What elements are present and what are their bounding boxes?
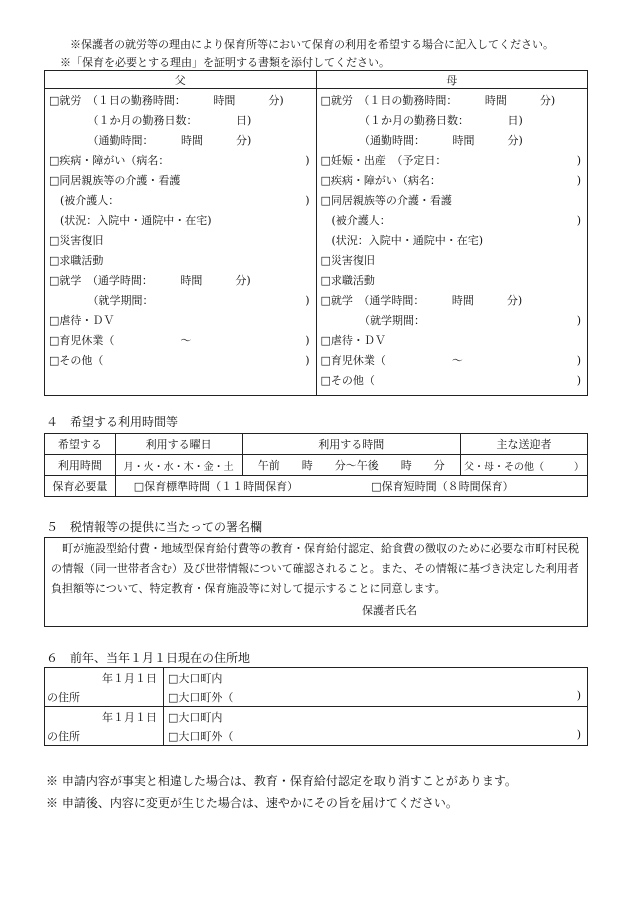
address-row1-label-top: 年１月１日 <box>45 668 164 688</box>
address-row1-inside[interactable]: □大口町内 <box>164 668 588 688</box>
father-reason-item[interactable] <box>49 231 314 251</box>
father-reason-close-paren: ) <box>305 294 310 307</box>
mother-reason-text: （就学期間： <box>320 314 425 327</box>
guardian-signature-label[interactable]: 保護者氏名 <box>362 604 417 617</box>
note-attach-documents: ※「保育を必要とする理由」を証明する書類を添付してください。 <box>60 56 390 69</box>
father-reason-text: □就労 （１日の勤務時間： 時間 分) <box>49 94 284 107</box>
father-reason-text: □災害復旧 <box>49 234 104 247</box>
address-row1-label-bottom: の住所 <box>45 687 164 707</box>
mother-reason-item[interactable] <box>321 251 586 271</box>
mother-reason-close-paren: ) <box>576 374 581 387</box>
father-reason-item[interactable] <box>49 271 314 291</box>
father-reason-text: （通勤時間： 時間 分) <box>49 134 252 147</box>
father-reason-text: □求職活動 <box>49 254 104 267</box>
father-reason-close-paren: ) <box>305 334 310 347</box>
address-row2-outside-label: □大口町外（ <box>168 729 234 743</box>
mother-reason-item[interactable] <box>321 271 586 291</box>
mother-reason-item[interactable] <box>321 211 586 231</box>
mother-reason-text: □妊娠・出産 （予定日： <box>320 154 447 167</box>
consent-line-2: の情報（同一世帯者含む）及び世帯情報について確認されること。また、その情報に基づき決定した利用者 <box>51 562 579 575</box>
mother-header: 母 <box>316 71 588 89</box>
father-reason-item[interactable] <box>49 131 314 151</box>
address-row2-label-top: 年１月１日 <box>45 707 164 727</box>
address-row1-close-paren: ) <box>576 688 581 702</box>
mother-reason-text: □災害復旧 <box>320 254 375 267</box>
mother-reason-item[interactable] <box>321 231 586 251</box>
mother-reason-item[interactable] <box>321 291 586 311</box>
footer-note-1: ※ 申請内容が事実と相違した場合は、教育・保育給付認定を取り消すことがあります。 <box>46 774 517 788</box>
mother-reason-text: □求職活動 <box>320 274 375 287</box>
address-row2-close-paren: ) <box>576 727 581 741</box>
standard-time-checkbox[interactable]: □保育標準時間（１１時間保育） <box>133 480 299 493</box>
father-reason-item[interactable] <box>49 171 314 191</box>
mother-reason-item[interactable] <box>321 151 586 171</box>
mother-reason-text: （１か月の勤務日数： 日) <box>320 114 523 127</box>
mother-reason-close-paren: ) <box>576 174 581 187</box>
consent-line-3: 負担額等について、特定教育・保育施設等に対して提示することに同意します。 <box>51 582 446 595</box>
section4-title: ４ 希望する利用時間等 <box>46 415 179 429</box>
tax-consent-box <box>44 537 588 627</box>
days-field[interactable]: 月・火・水・木・金・土 <box>115 455 242 476</box>
father-reason-text: □育児休業（ 〜 <box>49 334 192 347</box>
days-header: 利用する曜日 <box>115 434 242 455</box>
section5-title: ５ 税情報等の提供に当たっての署名欄 <box>46 520 263 534</box>
usage-label-bottom: 利用時間 <box>45 455 116 476</box>
father-reason-column <box>45 89 317 396</box>
mother-reason-close-paren: ) <box>576 214 581 227</box>
address-row2-label-bottom: の住所 <box>45 726 164 746</box>
consent-line-1: 町が施設型給付費・地域型保育給付費等の教育・保育給付認定、給食費の徴収のために必要な市町村民税 <box>62 542 579 555</box>
father-reason-text: (状況：入院中・通院中・在宅) <box>49 214 212 227</box>
mother-reason-text: □その他（ <box>320 374 375 387</box>
mother-reason-column <box>316 89 588 396</box>
mother-reason-item[interactable] <box>321 91 586 111</box>
usage-label-top: 希望する <box>45 434 116 455</box>
father-reason-text: □虐待・ＤＶ <box>49 314 115 327</box>
father-reason-item[interactable] <box>49 211 314 231</box>
childcare-reason-table <box>44 70 588 396</box>
footer-note-2: ※ 申請後、内容に変更が生じた場合は、速やかにその旨を届けてください。 <box>46 796 458 810</box>
mother-reason-text: □疾病・障がい（病名： <box>320 174 441 187</box>
father-reason-text: （１か月の勤務日数： 日) <box>49 114 252 127</box>
father-reason-item[interactable] <box>49 311 314 331</box>
father-reason-item[interactable] <box>49 91 314 111</box>
mother-reason-item[interactable] <box>321 131 586 151</box>
short-time-checkbox[interactable]: □保育短時間（８時間保育） <box>371 480 514 493</box>
escort-header: 主な送迎者 <box>461 434 588 455</box>
mother-reason-item[interactable] <box>321 191 586 211</box>
mother-reason-close-paren: ) <box>576 154 581 167</box>
address-row2-outside[interactable] <box>164 726 588 746</box>
father-reason-item[interactable] <box>49 351 314 371</box>
mother-reason-item[interactable] <box>321 351 586 371</box>
section6-title: ６ 前年、当年１月１日現在の住所地 <box>46 651 251 665</box>
time-field[interactable]: 午前 時 分〜午後 時 分 <box>242 455 461 476</box>
father-reason-item[interactable] <box>49 291 314 311</box>
need-options <box>115 476 587 497</box>
mother-reason-item[interactable] <box>321 331 586 351</box>
mother-reason-text: □就労 （１日の勤務時間： 時間 分) <box>320 94 556 107</box>
father-header: 父 <box>45 71 317 89</box>
father-reason-text: (被介護人： <box>49 194 120 207</box>
father-reason-item[interactable] <box>49 191 314 211</box>
usage-time-table <box>44 433 588 497</box>
address-row2-inside[interactable]: □大口町内 <box>164 707 588 727</box>
mother-reason-item[interactable] <box>321 311 586 331</box>
mother-reason-close-paren: ) <box>576 314 581 327</box>
mother-reason-text: □育児休業（ 〜 <box>320 354 463 367</box>
mother-reason-close-paren: ) <box>576 354 581 367</box>
father-reason-text: □同居親族等の介護・看護 <box>49 174 181 187</box>
mother-reason-text: (被介護人： <box>320 214 391 227</box>
mother-reason-text: □就学 （通学時間： 時間 分) <box>320 294 523 307</box>
address-row1-outside[interactable] <box>164 687 588 707</box>
mother-reason-item[interactable] <box>321 171 586 191</box>
father-reason-close-paren: ) <box>305 354 310 367</box>
father-reason-text: □疾病・障がい（病名： <box>49 154 170 167</box>
mother-reason-text: □虐待・ＤＶ <box>320 334 386 347</box>
address-row1-outside-label: □大口町外（ <box>168 690 234 704</box>
mother-reason-text: (状況：入院中・通院中・在宅) <box>320 234 484 247</box>
father-reason-item[interactable] <box>49 251 314 271</box>
father-reason-close-paren: ) <box>305 194 310 207</box>
mother-reason-text: （通勤時間： 時間 分) <box>320 134 523 147</box>
father-reason-item[interactable] <box>49 151 314 171</box>
address-table <box>44 667 588 746</box>
father-reason-text: □その他（ <box>49 354 104 367</box>
father-reason-item[interactable] <box>49 111 314 131</box>
time-header: 利用する時間 <box>242 434 461 455</box>
need-label: 保育必要量 <box>45 476 116 497</box>
father-reason-text: （就学期間： <box>49 294 154 307</box>
mother-reason-item[interactable] <box>321 371 586 391</box>
father-reason-close-paren: ) <box>305 154 310 167</box>
father-reason-item[interactable] <box>49 331 314 351</box>
father-reason-text: □就学 （通学時間： 時間 分) <box>49 274 251 287</box>
mother-reason-text: □同居親族等の介護・看護 <box>320 194 452 207</box>
escort-field[interactable]: 父・母・その他（ ） <box>461 455 588 476</box>
mother-reason-item[interactable] <box>321 111 586 131</box>
note-work-reason: ※保護者の就労等の理由により保育所等において保育の利用を希望する場合に記入してください。 <box>70 38 554 51</box>
